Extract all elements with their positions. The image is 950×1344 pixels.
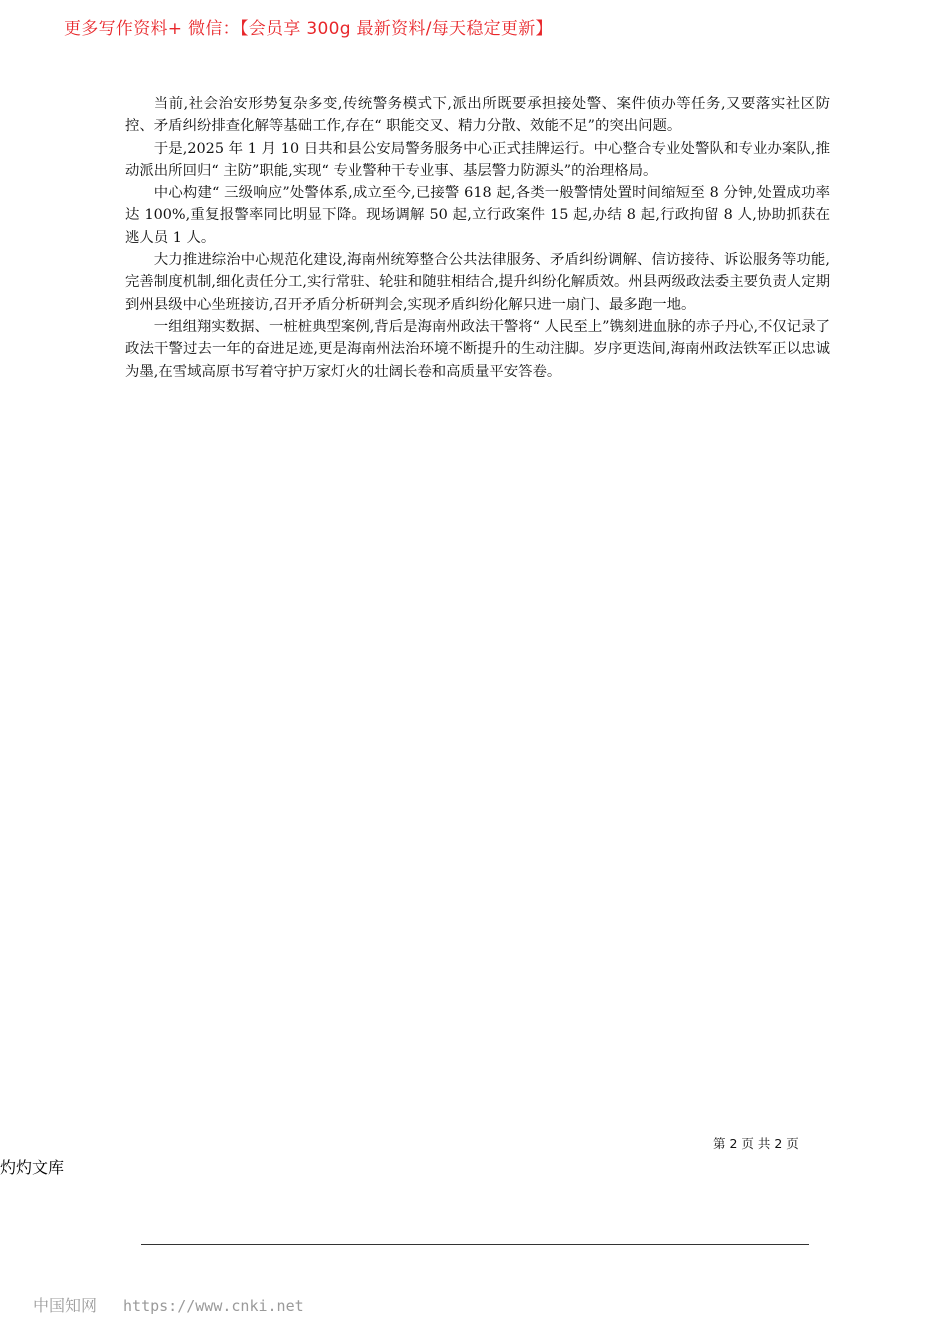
- source-url-link[interactable]: https://www.cnki.net: [123, 1297, 304, 1315]
- brand-label: 灼灼文库: [0, 1158, 65, 1177]
- source-watermark: [33, 1293, 304, 1316]
- footer-divider: [141, 1244, 809, 1245]
- paragraph: 一组组翔实数据、一桩桩典型案例,背后是海南州政法干警将“ 人民至上”镌刻进血脉的赤子丹心,不仅记录了政法干警过去一年的奋进足迹,更是海南州法治环境不断提升的生动注脚。岁序更迭间,海南州政法铁军正以忠诚为墨,在雪域高原书写着守护万家灯火的壮阔长卷和高质量平安答卷。: [125, 318, 830, 380]
- paragraph: 于是,2025 年 1 月 10 日共和县公安局警务服务中心正式挂牌运行。中心整合专业处警队和专业办案队,推动派出所回归“ 主防”职能,实现“ 专业警种干专业事、基层警力防源头”的治理格局。: [125, 140, 830, 179]
- page-number: 第 2 页 共 2 页: [713, 1136, 799, 1151]
- paragraph: 大力推进综治中心规范化建设,海南州统筹整合公共法律服务、矛盾纠纷调解、信访接待、诉讼服务等功能,完善制度机制,细化责任分工,实行常驻、轮驻和随驻相结合,提升纠纷化解质效。州县两级政法委主要负责人定期到州县级中心坐班接访,召开矛盾分析研判会,实现矛盾纠纷化解只进一扇门、最多跑一地。: [125, 252, 830, 313]
- source-name: 中国知网: [33, 1296, 98, 1315]
- promo-banner: 更多写作资料+ 微信：【会员享 300g 最新资料/每天稳定更新】: [64, 19, 553, 39]
- article-body: [125, 93, 830, 383]
- paragraph: 当前,社会治安形势复杂多变,传统警务模式下,派出所既要承担接处警、案件侦办等任务,又要落实社区防控、矛盾纠纷排查化解等基础工作,存在“ 职能交叉、精力分散、效能不足”的突出问题。: [125, 96, 830, 135]
- paragraph: 中心构建“ 三级响应”处警体系,成立至今,已接警 618 起,各类一般警情处置时间缩短至 8 分钟,处置成功率达 100%,重复报警率同比明显下降。现场调解 50 起,立行政案件 15 起,办结 8 起,行政拘留 8 人,协助抓获在逃人员 1 人。: [125, 185, 830, 246]
